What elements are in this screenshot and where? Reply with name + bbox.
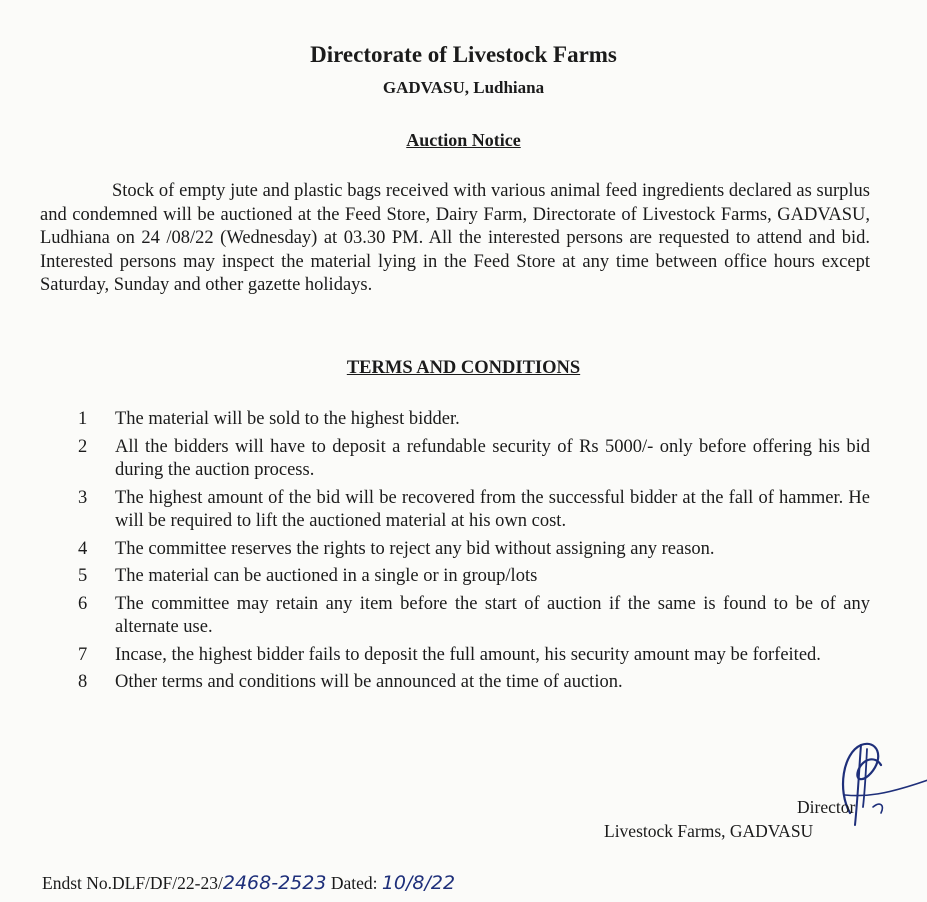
term-item <box>0 644 870 668</box>
term-number: 8 <box>78 672 88 692</box>
term-item <box>0 487 870 534</box>
term-text: The material can be auctioned in a single or in group/lots <box>115 566 538 586</box>
term-text: Other terms and conditions will be announced at the time of auction. <box>115 672 623 692</box>
term-text: The committee reserves the rights to reject any bid without assigning any reason. <box>115 538 715 559</box>
dated-label: Dated: <box>330 873 378 893</box>
term-number: 2 <box>78 436 88 457</box>
term-text: All the bidders will have to deposit a refundable security of Rs 5000/- only before offering his bid during the auction process. <box>115 436 870 480</box>
notice-heading: Auction Notice <box>406 130 521 150</box>
terms-heading: TERMS AND CONDITIONS <box>346 358 581 378</box>
signatory-organization: Livestock Farms, GADVASU <box>604 821 814 841</box>
handwritten-date: 10/8/22 <box>381 872 456 894</box>
term-item <box>0 565 870 589</box>
term-item <box>0 538 870 562</box>
term-text: The highest amount of the bid will be recovered from the successful bidder at the fall of hammer. He will be required to lift the auctioned material at his own cost. <box>115 487 870 531</box>
handwritten-endorsement-number: 2468-2523 <box>222 872 327 894</box>
term-item <box>0 671 870 695</box>
term-number: 5 <box>78 566 88 586</box>
term-text: The committee may retain any item before the start of auction if the same is found to be of any alternate use. <box>115 593 870 637</box>
term-text: The material will be sold to the highest bidder. <box>115 409 460 429</box>
terms-list <box>0 408 927 699</box>
term-item <box>0 593 870 640</box>
notice-body <box>40 180 870 298</box>
term-number: 4 <box>78 538 88 559</box>
signatory-title: Director <box>797 797 856 817</box>
endorsement-prefix: Endst No.DLF/DF/22-23/ <box>42 873 223 893</box>
term-item <box>0 408 870 432</box>
term-number: 1 <box>78 409 88 429</box>
term-number: 3 <box>78 487 88 508</box>
document-subtitle: GADVASU, Ludhiana <box>382 78 545 97</box>
notice-body-text: Stock of empty jute and plastic bags received with various animal feed ingredients declared as surplus and condemned will be auctioned at the Feed Store, Dairy Farm, Directorate of Livestock Farms, GADVASU, Ludhiana on 24 /08/22 (Wednesday) at 03.30 PM. All the interested persons are requested to attend and bid. Interested persons may inspect the material lying in the Feed Store at any time between office hours except Saturday, Sunday and other gazette holidays. <box>40 181 870 295</box>
term-text: Incase, the highest bidder fails to deposit the full amount, his security amount may be forfeited. <box>115 644 821 665</box>
document-title: Directorate of Livestock Farms <box>310 42 617 67</box>
endorsement-line <box>42 872 455 894</box>
term-number: 6 <box>78 593 88 614</box>
term-number: 7 <box>78 644 88 665</box>
term-item <box>0 436 870 483</box>
